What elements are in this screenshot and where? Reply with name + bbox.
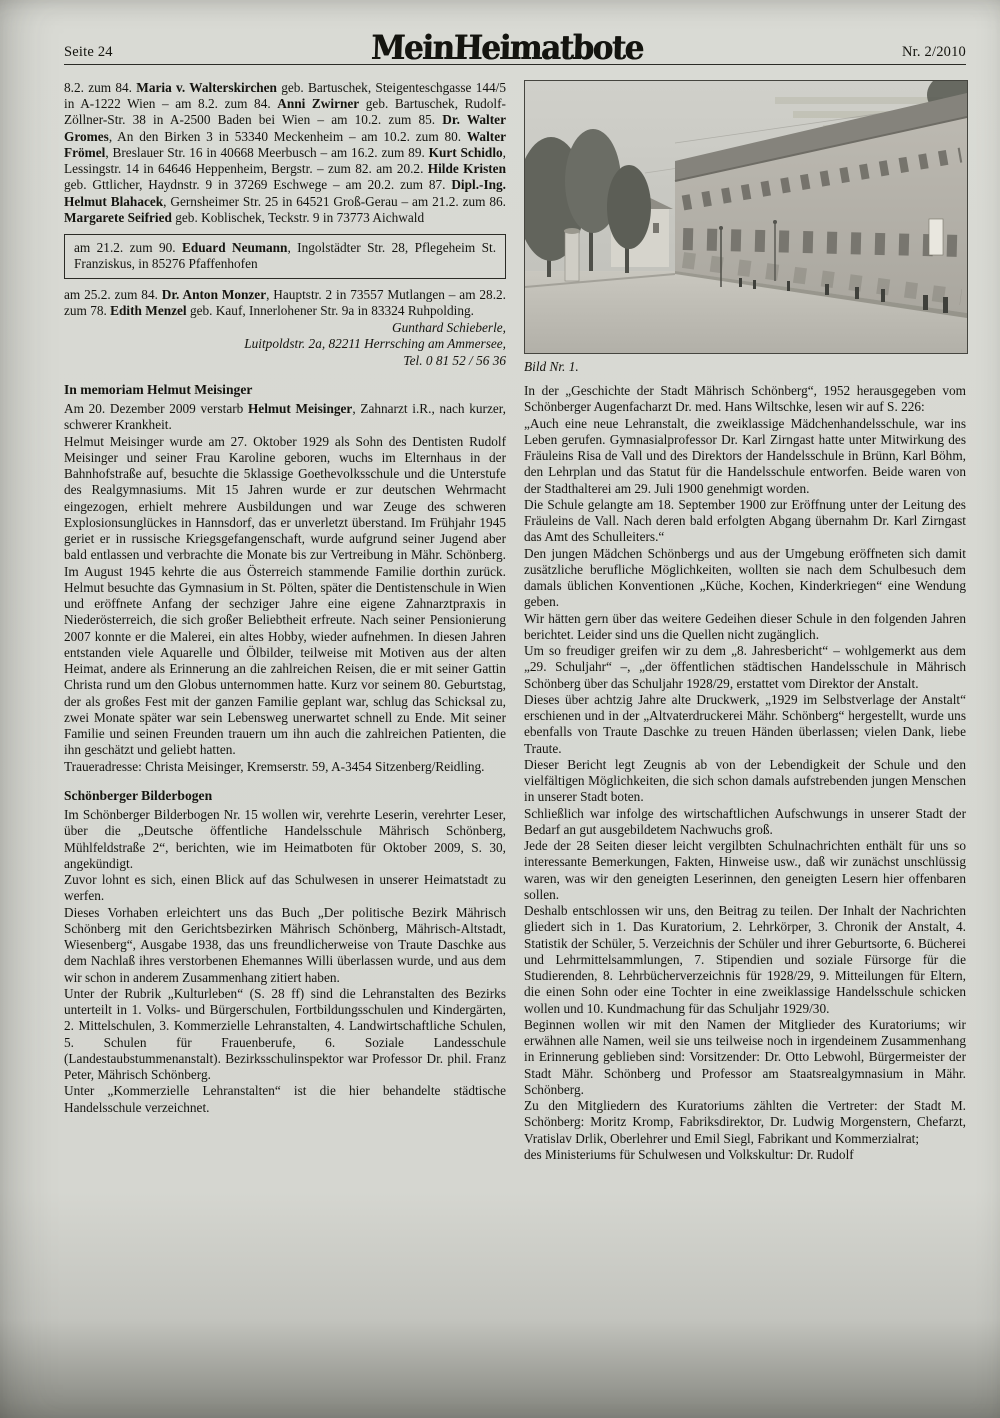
historic-street-photo (524, 80, 968, 354)
bilderbogen-paragraph-1: Im Schönberger Bilderbogen Nr. 15 wollen wir, verehrte Leserin, verehrter Leser, über die „Deutsche öffentliche Handelsschule Mährisch Schönberg, Mühlfeldstraße 2“, berichten, wie im Heimatboten für Oktober 2009, S. 30, angekündigt. (64, 807, 506, 871)
article-paragraph-1: In der „Geschichte der Stadt Mährisch Schönberg“, 1952 herausgegeben vom Schönberger Augenfacharzt Dr. med. Hans Wiltschke, lesen wir auf S. 226: (524, 383, 966, 415)
article-paragraph-7: Dieses über achtzig Jahre alte Druckwerk, „1929 im Selbstverlage der Anstalt“ erschienen und in der „Altvaterdruckerei Mähr. Schönberg“ hergestellt, wurde uns ebenfalls von Traute Daschke zu treuen Händen überlassen; vielen Dank, liebe Traute. (524, 691, 966, 756)
boxed-announcement-text: am 21.2. zum 90. Eduard Neumann, Ingolstädter Str. 28, Pflegeheim St. Franziskus, in 85276 Pfaffenhofen (74, 240, 497, 272)
article-paragraph-13: Zu den Mitgliedern des Kuratoriums zählten die Vertreter: der Stadt M. Schönberg: Moritz Kromp, Fabriksdirektor, Dr. Ludwig Morgenstern, Chefarzt, Vratislav Drlik, Oberlehrer und Emil Siegl, Fabrikant und Kommerzialrat; (524, 1098, 966, 1146)
signature-line-3: Tel. 0 81 52 / 56 36 (403, 352, 506, 368)
memoriam-paragraph-3: Traueradresse: Christa Meisinger, Kremserstr. 59, A-3454 Sitzenberg/Reidling. (64, 758, 485, 774)
article-paragraph-2: „Auch eine neue Lehranstalt, die zweiklassige Mädchenhandelsschule, war ins Leben gerufen. Gymnasialprofessor Dr. Karl Zirngast hatte unter Mitwirkung des Fräuleins Risa de Vall und des Direktors der Handelsschule in Brünn, Karl Böhm, den Lehrplan und das Statut für die Handelsschule entworfen. Beide waren von der Stadthalterei am 29. Juli 1900 genehmigt worden. (524, 415, 966, 496)
boxed-announcement (64, 234, 506, 279)
signature-line-2: Luitpoldstr. 2a, 82211 Herrsching am Ammersee, (244, 336, 506, 352)
right-column (524, 80, 966, 1163)
page-header (64, 28, 966, 68)
masthead-logo: MeinHeimatbote (370, 28, 644, 68)
two-column-layout (64, 80, 966, 1163)
article-paragraph-3: Die Schule gelangte am 18. September 1900 zur Eröffnung unter der Leitung des Fräuleins de Vall. Nach deren bald erfolgten Abgang übernahm Dr. Karl Zirngast das Amt des Schulleiters.“ (524, 496, 966, 545)
article-paragraph-14: des Ministeriums für Schulwesen und Volkskultur: Dr. Rudolf (524, 1146, 854, 1162)
bilderbogen-paragraph-4: Unter der Rubrik „Kulturleben“ (S. 28 ff) sind die Lehranstalten des Bezirks unterteilt in 1. Volks- und Bürgerschulen, Fortbildungsschulen und Kindergärten, 2. Mittelschulen, 3. Kommerzielle Lehranstalten, 4. Landwirtschaftliche Schulen, 5. Schulen für Frauenberufe, 6. Soziale Landesschule (Landestaubstummenanstalt). Bezirksschulinspektor war Professor Dr. phil. Franz Peter, Mährisch Schönberg. (64, 985, 506, 1083)
memoriam-paragraph-2: Helmut Meisinger wurde am 27. Oktober 1929 als Sohn des Dentisten Rudolf Meisinger und seiner Frau Karoline geboren, wuchs im Elternhaus in der Bahnhofstraße auf, besuchte die 5klassige Goethevolksschule und die Unterstufe des Realgymnasiums. Mit 15 Jahren wurde er zur deutschen Wehrmacht eingezogen, erhielt mehrere Ausbildungen und war Zeuge des schweren Explosionsunglückes in Hannsdorf, das er unverletzt überstand. Im Frühjahr 1945 geriet er in russische Kriegsgefangenschaft, wurde aufgrund seiner Jugend aber bald entlassen und verbrachte die Monate bis zur Vertreibung in Mähr. Schönberg. Im August 1945 kehrte die aus Österreich stammende Familie dorthin zurück. Helmut besuchte das Gymnasium in St. Pölten, später die Dentistenschule in Wien und eröffnete Anfang der sechziger Jahre eine eigene Zahnarztpraxis in Niederösterreich, die sich großer Beliebtheit erfreute. Nach seiner Pensionierung 2007 konnte er die Malerei, ein altes Hobby, wieder aufnehmen. In diesen Jahren entstanden viele Aquarelle und Ölbilder, teilweise mit Motiven aus der alten Heimat, andere als Erinnerung an die zahlreichen Reisen, die er mit seiner Gattin Christa rund um den Globus unternommen hatte. Kurz vor seinem 80. Geburtstag, der als großes Fest mit der ganzen Familie geplant war, schlug das Schicksal zu, zwei Monate später war sein Lebensweg unerwartet schnell zu Ende. Mit seiner Familie und seinen Freunden trauern um ihn auch die zahlreichen Patienten, die ihn geschätzt und geliebt hatten. (64, 433, 506, 758)
article-paragraph-12: Beginnen wollen wir mit den Namen der Mitglieder des Kuratoriums; wir erwähnen alle Namen, weil sie uns teilweise noch in irgendeinem Zusammenhang in Erinnerung geblieben sind: Vorsitzender: Dr. Otto Lebwohl, Bürgermeister der Stadt Mähr. Schönberg und Professor am Staatsrealgymnasium in Mähr. Schönberg. (524, 1016, 966, 1097)
signature-line-1: Gunthard Schieberle, (392, 320, 506, 336)
left-column (64, 80, 506, 1163)
author-signature (64, 320, 506, 369)
bilderbogen-paragraph-5: Unter „Kommerzielle Lehranstalten“ ist die hier behandelte städtische Handelsschule verzeichnet. (64, 1083, 506, 1115)
birthday-announcements-2: am 25.2. zum 84. Dr. Anton Monzer, Hauptstr. 2 in 73557 Mutlangen – am 28.2. zum 78. Edith Menzel geb. Kauf, Innerlohener Str. 9a in 83324 Ruhpolding. (64, 286, 506, 318)
page-number: Seite 24 (64, 43, 113, 60)
article-paragraph-10: Jede der 28 Seiten dieser leicht vergilbten Schulnachrichten enthält für uns so interessante Bemerkungen, Fakten, Hinweise usw., daß wir zunächst unschlüssig waren, was wir den geneigten Leserinnen, den geneigten Lesern hier offenbaren sollen. (524, 838, 966, 902)
article-paragraph-6: Um so freudiger greifen wir zu dem „8. Jahresbericht“ – wohlgemerkt aus dem „29. Schuljahr“ –, „der öffentlichen städtischen Handelsschule in Mährisch Schönberg über das Schuljahr 1928/29, erstattet vom Direktor der Anstalt. (524, 643, 966, 691)
birthday-announcements: 8.2. zum 84. Maria v. Walterskirchen geb. Bartuschek, Steigenteschgasse 144/5 in A-1222 Wien – am 8.2. zum 84. Anni Zwirner geb. Bartuschek, Rudolf-Zöllner-Str. 38 in A-2500 Baden bei Wien – am 10.2. zum 85. Dr. Walter Gromes, An den Birken 3 in 53340 Meckenheim – am 10.2. zum 80. Walter Frömel, Breslauer Str. 16 in 40668 Meerbusch – am 16.2. zum 89. Kurt Schidlo, Lessingstr. 14 in 64646 Heppenheim, Bergstr. – zum 82. am 20.2. Hilde Kristen geb. Gttlicher, Haydnstr. 9 in 37269 Eschwege – am 20.2. zum 87. Dipl.-Ing. Helmut Blahacek, Gernsheimer Str. 25 in 64521 Groß-Gerau – am 21.2. zum 86. Margarete Seifried geb. Koblischek, Teckstr. 9 in 73773 Aichwald (64, 79, 506, 225)
photo-caption: Bild Nr. 1. (524, 358, 579, 374)
bilderbogen-paragraph-2: Zuvor lohnt es sich, einen Blick auf das Schulwesen in unserer Heimatstadt zu werfen. (64, 872, 506, 904)
memoriam-paragraph-1: Am 20. Dezember 2009 verstarb Helmut Meisinger, Zahnarzt i.R., nach kurzer, schwerer Krankheit. (64, 401, 506, 433)
article-paragraph-8: Dieser Bericht legt Zeugnis ab von der Lebendigkeit der Schule und den vielfältigen Möglichkeiten, die sich schon damals aufstrebenden jungen Menschen in unserer Stadt boten. (524, 756, 966, 805)
bilderbogen-paragraph-3: Dieses Vorhaben erleichtert uns das Buch „Der politische Bezirk Mährisch Schönberg mit den Gerichtsbezirken Mährisch Schönberg, Mährisch-Altstadt, Wiesenberg“, Ausgabe 1938, das uns freundlicherweise von Traute Daschke aus dem Nachlaß ihres verstorbenen Ehemannes Willi überlassen wurde, und aus dem wir schon in anderem Zusammenhang zitiert haben. (64, 904, 506, 985)
article-paragraph-9: Schließlich war infolge des wirtschaftlichen Aufschwungs in unserer Stadt der Bedarf an gut ausgebildetem Nachwuchs groß. (524, 805, 966, 837)
section-heading-bilderbogen: Schönberger Bilderbogen (64, 787, 213, 803)
article-paragraph-4: Den jungen Mädchen Schönbergs und aus der Umgebung eröffneten sich damit zusätzliche berufliche Möglichkeiten, wollten sie nach dem Schulbesuch dem damals üblichen Konventionen „Küche, Kochen, Kinderkriegen“ eine Wendung geben. (524, 545, 966, 610)
issue-number: Nr. 2/2010 (901, 43, 966, 60)
section-heading-memoriam: In memoriam Helmut Meisinger (64, 381, 253, 397)
photo-figure (524, 80, 966, 375)
article-paragraph-5: Wir hätten gern über das weitere Gedeihen dieser Schule in den folgenden Jahren berichtet. Leider sind uns die Quellen nicht zugänglich. (524, 610, 966, 642)
article-paragraph-11: Deshalb entschlossen wir uns, den Beitrag zu teilen. Der Inhalt der Nachrichten gliedert sich in 1. Das Kuratorium, 2. Lehrkörper, 3. Chronik der Anstalt, 4. Statistik der Schüler, 5. Verzeichnis der Schüler und ihrer Geburtsorte, 6. Bücherei und Lehrmittelsammlungen, 7. Stipendien und soziale Fürsorge für die Studierenden, 8. Lehrbücherverzeichnis für 1928/29, 9. Mitteilungen für Eltern, die einen Sohn oder eine Tochter in eine zweiklassige Handelsschule schicken wollen und 10. Kundmachung für das Schuljahr 1929/30. (524, 903, 966, 1016)
